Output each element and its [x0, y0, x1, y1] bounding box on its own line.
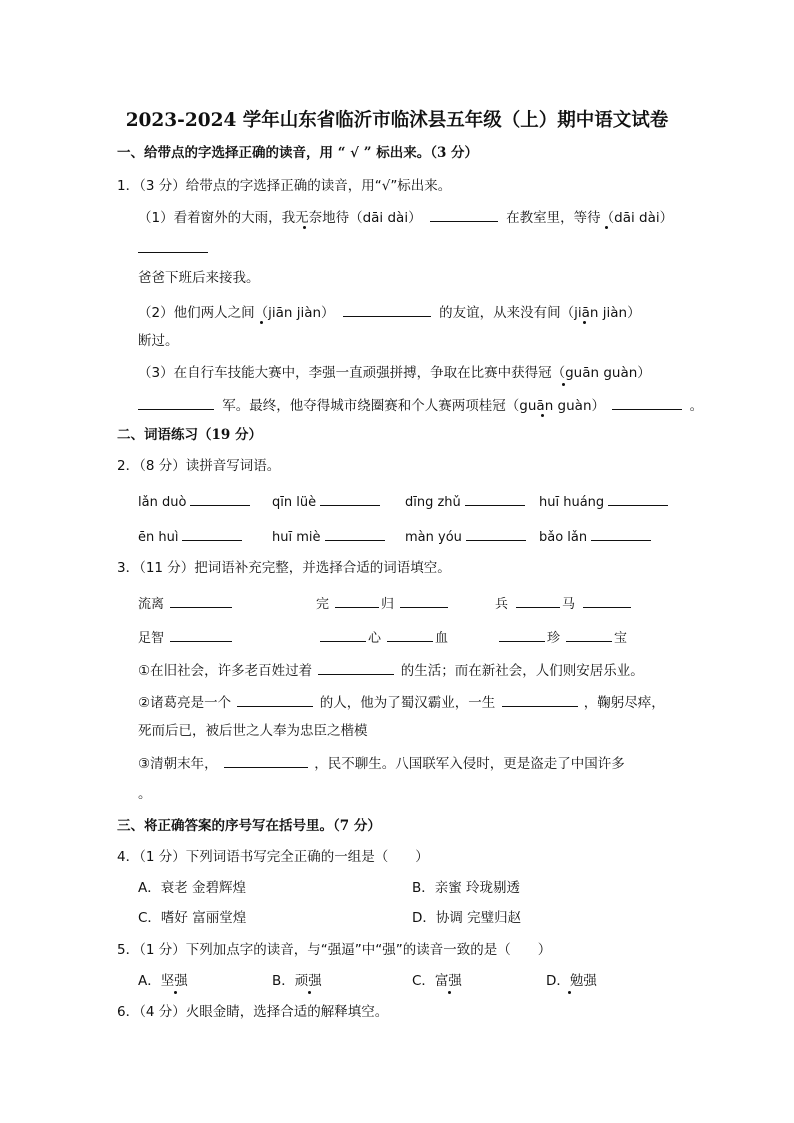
q5-option-c[interactable]: C．富强	[412, 973, 462, 989]
q4-option-c[interactable]: C．嗜好 富丽堂煌	[138, 910, 247, 926]
emphasis-dot	[568, 991, 571, 994]
emphasis-dot	[448, 991, 451, 994]
q1-part2-text-b: 的友谊，从来没有间（jiān jiàn）	[439, 305, 641, 321]
answer-blank[interactable]	[182, 526, 242, 541]
q5-stem: 5．（1 分）下列加点字的读音，与“强逼”中“强”的读音一致的是（ ）	[117, 942, 552, 958]
q1-part1-text-b: 在教室里，等待（dāi dài）	[506, 210, 674, 226]
emphasis-dot	[541, 414, 544, 417]
q1-part3-text-c: 。	[689, 398, 704, 414]
q5-option-d[interactable]: D．勉强	[546, 973, 597, 989]
pinyin-label: qīn lüè	[272, 495, 317, 510]
idiom-text: 心	[368, 631, 382, 646]
q1-part2-blank-1[interactable]	[343, 302, 431, 317]
answer-blank[interactable]	[466, 526, 526, 541]
sentence-text: ③清朝末年，	[138, 756, 218, 772]
pinyin-label: màn yóu	[405, 530, 462, 545]
q3-sentence-3-end: 。	[138, 786, 152, 802]
q1-part2-line	[138, 302, 641, 322]
emphasis-dot	[303, 226, 306, 229]
idiom-blank[interactable]	[387, 627, 433, 642]
answer-blank[interactable]	[591, 526, 651, 541]
idiom-text: 宝	[614, 631, 628, 646]
q2-row1-item-1	[138, 491, 250, 512]
sentence-text: 的人，他为了蜀汉霸业，一生	[319, 695, 496, 711]
q3-sentence-2	[138, 692, 665, 712]
q6-stem: 6．（4 分）火眼金睛，选择合适的解释填空。	[117, 1004, 389, 1020]
sentence-text: ，民不聊生。八国联军入侵时，更是盗走了中国许多	[314, 756, 625, 772]
q2-row1-item-3	[405, 491, 525, 512]
sentence-text: ，鞠躬尽瘁，	[583, 695, 665, 711]
idiom-text: 珍	[547, 631, 561, 646]
q3-sentence-2-cont: 死而后已，被后世之人奉为忠臣之楷模	[138, 723, 368, 739]
section-1-heading: 一、给带点的字选择正确的读音，用 “ √ ” 标出来。（3 分）	[117, 145, 479, 161]
pinyin-label: lǎn duò	[138, 495, 187, 510]
emphasis-dot	[562, 383, 565, 386]
sentence-text: ②诸葛亮是一个	[138, 695, 232, 711]
q2-row2-item-4	[539, 526, 651, 547]
answer-blank[interactable]	[608, 491, 668, 506]
q5-option-a[interactable]: A．坚强	[138, 973, 188, 989]
idiom-text: 足智	[138, 631, 165, 646]
answer-blank[interactable]	[465, 491, 525, 506]
sentence-blank[interactable]	[318, 660, 394, 675]
idiom-1	[138, 593, 232, 614]
pinyin-label: dīng zhǔ	[405, 495, 461, 510]
q1-part1-blank-line	[138, 238, 208, 258]
q2-row2-item-2	[272, 526, 385, 547]
q1-part3-blank-1[interactable]	[138, 395, 214, 410]
q1-part1-text-a: （1）看着窗外的大雨，我无奈地待（dāi dài）	[138, 210, 422, 226]
idiom-blank[interactable]	[320, 627, 366, 642]
emphasis-dot	[605, 226, 608, 229]
idiom-4	[138, 627, 232, 648]
q1-part1-blank-1[interactable]	[430, 207, 498, 222]
answer-blank[interactable]	[320, 491, 380, 506]
sentence-text: 的生活；而在新社会，人们则安居乐业。	[400, 663, 644, 679]
sentence-blank[interactable]	[224, 753, 308, 768]
q2-row1-item-2	[272, 491, 380, 512]
idiom-blank[interactable]	[583, 593, 631, 608]
q2-stem: 2．（8 分）读拼音写词语。	[117, 458, 281, 474]
q4-option-b[interactable]: B．亲蜜 玲珑剔透	[412, 880, 521, 896]
q1-part3-text-a: （3）在自行车技能大赛中，李强一直顽强拼搏，争取在比赛中获得冠（guān guàn）	[138, 365, 651, 381]
pinyin-label: huī huáng	[539, 495, 605, 510]
q4-option-d[interactable]: D．协调 完璧归赵	[412, 910, 522, 926]
idiom-3	[495, 593, 631, 614]
q1-part2-text-a: （2）他们两人之间（jiān jiàn）	[138, 305, 335, 321]
sentence-text: ①在旧社会，许多老百姓过着	[138, 663, 313, 679]
idiom-text: 归	[381, 597, 395, 612]
q3-stem: 3．（11 分）把词语补充完整，并选择合适的词语填空。	[117, 560, 451, 576]
emphasis-dot	[583, 321, 586, 324]
idiom-5	[316, 627, 448, 648]
q1-part1-text-c: 爸爸下班后来接我。	[138, 270, 260, 286]
idiom-blank[interactable]	[499, 627, 545, 642]
q1-part3-line	[138, 395, 703, 415]
idiom-blank[interactable]	[566, 627, 612, 642]
q2-row1-item-4	[539, 491, 668, 512]
q3-sentence-1	[138, 660, 644, 680]
idiom-blank[interactable]	[400, 593, 448, 608]
q5-option-b[interactable]: B．顽强	[272, 973, 322, 989]
section-2-heading: 二、词语练习（19 分）	[117, 427, 262, 443]
pinyin-label: ēn huì	[138, 530, 179, 545]
idiom-2	[316, 593, 448, 614]
idiom-blank[interactable]	[170, 627, 232, 642]
answer-blank[interactable]	[325, 526, 385, 541]
q3-sentence-3	[138, 753, 625, 773]
q4-option-a[interactable]: A．衰老 金碧辉煌	[138, 880, 247, 896]
idiom-blank[interactable]	[335, 593, 379, 608]
idiom-6	[495, 627, 627, 648]
section-3-heading: 三、将正确答案的序号写在括号里。（7 分）	[117, 818, 381, 834]
q1-part1-line	[138, 207, 673, 227]
idiom-blank[interactable]	[516, 593, 560, 608]
sentence-blank[interactable]	[237, 692, 313, 707]
idiom-text: 完	[316, 597, 330, 612]
idiom-blank[interactable]	[170, 593, 232, 608]
emphasis-dot	[260, 321, 263, 324]
q2-row2-item-1	[138, 526, 242, 547]
q2-row2-item-3	[405, 526, 526, 547]
idiom-text: 血	[435, 631, 449, 646]
emphasis-dot	[308, 991, 311, 994]
q1-part2-text-c: 断过。	[138, 333, 179, 349]
idiom-text: 兵	[495, 597, 509, 612]
pinyin-label: huī miè	[272, 530, 321, 545]
q1-stem: 1．（3 分）给带点的字选择正确的读音，用“√”标出来。	[117, 178, 452, 194]
idiom-text: 流离	[138, 597, 165, 612]
q4-stem: 4．（1 分）下列词语书写完全正确的一组是（ ）	[117, 849, 429, 865]
emphasis-dot	[174, 991, 177, 994]
pinyin-label: bǎo lǎn	[539, 530, 588, 545]
idiom-text: 马	[562, 597, 576, 612]
q1-part3-text-b: 军。最终，他夺得城市绕圈赛和个人赛两项桂冠（guān guàn）	[222, 398, 605, 414]
exam-title: 2023-2024 学年山东省临沂市临沭县五年级（上）期中语文试卷	[125, 110, 669, 131]
q1-part1-blank-2[interactable]	[138, 238, 208, 253]
answer-blank[interactable]	[190, 491, 250, 506]
q1-part3-blank-2[interactable]	[612, 395, 682, 410]
sentence-blank[interactable]	[502, 692, 578, 707]
